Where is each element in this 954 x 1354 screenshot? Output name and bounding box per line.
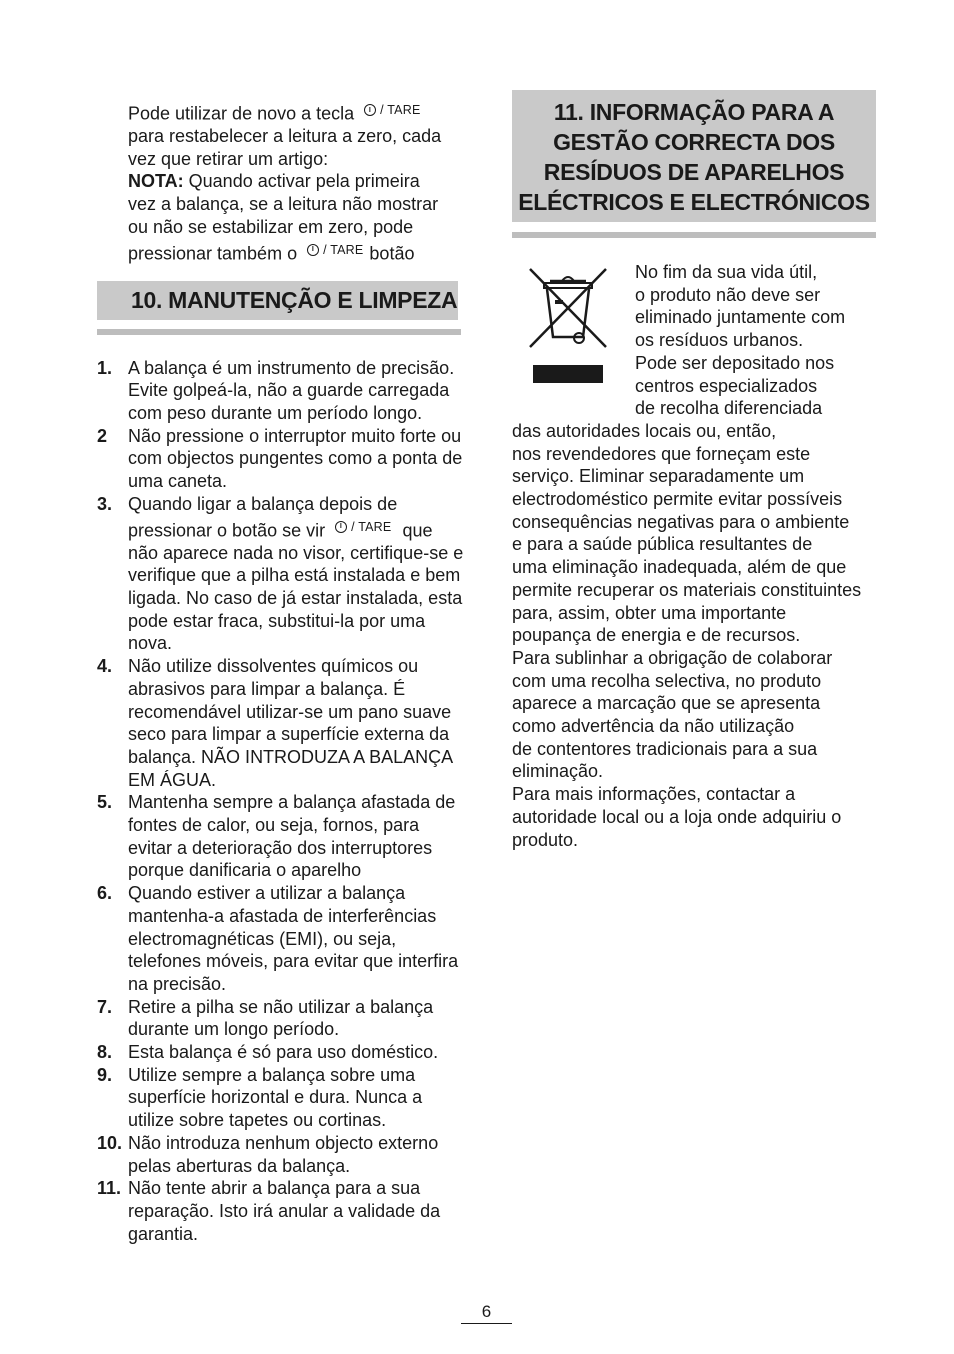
item-text-part: Quando ligar a balança depois de pressionar o botão se vir xyxy=(128,493,398,540)
right-column xyxy=(512,90,878,851)
intro-line-6: ou não se estabilizar em zero, pode xyxy=(128,216,414,237)
power-icon xyxy=(335,521,347,533)
intro-text: Pode utilizar de novo a tecla xyxy=(128,103,355,124)
intro-line-4 xyxy=(128,170,465,193)
tare-label: / TARE xyxy=(323,242,364,257)
text-line: centros especializados xyxy=(635,375,818,396)
text-line: o produto não deve ser xyxy=(635,284,821,305)
text-line: No fim da sua vida útil, xyxy=(635,262,818,282)
list-item xyxy=(97,1064,465,1132)
item-number: 1. xyxy=(97,357,113,378)
list-item xyxy=(97,1041,465,1064)
list-item xyxy=(97,1132,465,1177)
text-line: serviço. Eliminar separadamente um xyxy=(512,466,805,487)
text-line: eliminado juntamente com xyxy=(635,307,846,328)
text-line: para, assim, obter uma importante xyxy=(512,602,787,623)
weee-body-text xyxy=(512,420,878,851)
text-line: de recolha diferenciada xyxy=(635,398,823,419)
section-10-heading: 10. MANUTENÇÃO E LIMPEZA xyxy=(97,281,458,320)
section-divider xyxy=(512,232,876,238)
item-text-part: que não aparece nada no visor, certifique-se e verifique que a pilha está instalada e bem ligada. No caso de já estar instalada, esta pode estar fraca, substitui-la por uma nova. xyxy=(128,519,464,654)
item-text xyxy=(128,493,465,655)
item-text: Não tente abrir a balança para a sua reparação. Isto irá anular a validade da garantia. xyxy=(128,1178,441,1244)
text-line: Para mais informações, contactar a xyxy=(512,784,796,805)
intro-line-1 xyxy=(128,99,465,125)
left-column xyxy=(97,99,465,1245)
item-text: Esta balança é só para uso doméstico. xyxy=(128,1042,439,1063)
list-item xyxy=(97,655,465,791)
text-line: Pode ser depositado nos xyxy=(635,352,835,373)
item-number: 9. xyxy=(97,1064,113,1085)
note-label: NOTA: xyxy=(128,171,184,192)
item-text: Quando estiver a utilizar a balança mantenha-a afastada de interferências electromagnéticas (EMI), ou seja, telefones móveis, para evitar que interfira na precisão. xyxy=(128,883,459,994)
tare-key-reference xyxy=(335,516,391,539)
item-text: Não introduza nenhum objecto externo pelas aberturas da balança. xyxy=(128,1132,439,1176)
section-divider xyxy=(97,329,461,335)
intro-line-3: vez que retirar um artigo: xyxy=(128,148,329,169)
weee-notice xyxy=(512,261,878,851)
list-item xyxy=(97,791,465,882)
intro-line-5: vez a balança, se a leitura não mostrar xyxy=(128,194,439,215)
text-line: das autoridades locais ou, então, xyxy=(512,420,777,441)
intro-line-2: para restabelecer a leitura a zero, cada xyxy=(128,126,442,147)
intro-paragraph xyxy=(97,99,465,265)
item-number: 10. xyxy=(97,1132,123,1153)
intro-text: pressionar também o xyxy=(128,242,298,263)
tare-label: / TARE xyxy=(380,103,421,117)
list-item xyxy=(97,882,465,996)
list-item xyxy=(97,493,465,655)
text-line: poupança de energia e de recursos. xyxy=(512,625,801,646)
page-number: 6 xyxy=(461,1302,512,1324)
list-item xyxy=(97,1177,465,1245)
power-icon xyxy=(364,104,376,116)
item-number: 8. xyxy=(97,1042,113,1063)
item-text: Não utilize dissolventes químicos ou abrasivos para limpar a balança. É recomendável utilizar-se um pano suave seco para limpar a superfície externa da balança. NÃO INTRODUZA A BALANÇA EM ÁGUA. xyxy=(128,656,453,790)
item-number: 3. xyxy=(97,493,113,514)
intro-text: botão xyxy=(369,242,415,263)
tare-label: / TARE xyxy=(351,519,392,534)
text-line: uma eliminação inadequada, além de que xyxy=(512,557,847,578)
item-number: 7. xyxy=(97,996,113,1017)
item-text: Retire a pilha se não utilizar a balança durante um longo período. xyxy=(128,996,434,1040)
text-line: electrodoméstico permite evitar possíveis xyxy=(512,489,843,510)
tare-key-reference xyxy=(364,99,420,122)
list-item xyxy=(97,425,465,493)
text-line: como advertência da não utilização xyxy=(512,716,795,737)
list-item xyxy=(97,357,465,425)
item-number: 4. xyxy=(97,656,113,677)
text-line: permite recuperar os materiais constituintes xyxy=(512,579,862,600)
text-line: os resíduos urbanos. xyxy=(635,330,804,351)
section-11-heading: 11. INFORMAÇÃO PARA A GESTÃO CORRECTA DOS RESÍDUOS DE APARELHOS ELÉCTRICOS E ELECTRÓNICOS xyxy=(512,90,876,222)
text-line: consequências negativas para o ambiente xyxy=(512,511,850,532)
crossed-out-wheelie-bin-icon xyxy=(522,261,614,388)
intro-line-7 xyxy=(128,239,465,265)
item-text: A balança é um instrumento de precisão. Evite golpeá-la, não a guarde carregada com peso durante um período longo. xyxy=(128,357,455,424)
item-text: Mantenha sempre a balança afastada de fontes de calor, ou seja, fornos, para evitar a deterioração dos interruptores porque danificaria o aparelho xyxy=(128,792,456,881)
text-line: e para a saúde pública resultantes de xyxy=(512,534,813,555)
text-line: autoridade local ou a loja onde adquiriu o xyxy=(512,806,842,827)
text-line: Para sublinhar a obrigação de colaborar xyxy=(512,647,833,668)
item-number: 5. xyxy=(97,792,113,813)
text-line: com uma recolha selectiva, no produto xyxy=(512,670,822,691)
list-item xyxy=(97,996,465,1041)
text-line: de contentores tradicionais para a sua xyxy=(512,738,818,759)
text-line: aparece a marcação que se apresenta xyxy=(512,693,821,714)
maintenance-list xyxy=(97,357,465,1246)
tare-key-reference xyxy=(307,239,363,262)
item-number: 11. xyxy=(97,1178,122,1199)
note-text: Quando activar pela primeira xyxy=(183,171,420,192)
text-line: eliminação. xyxy=(512,761,604,782)
text-line: produto. xyxy=(512,829,579,850)
item-text: Não pressione o interruptor muito forte ou com objectos pungentes como a ponta de uma caneta. xyxy=(128,425,463,492)
item-text: Utilize sempre a balança sobre uma superfície horizontal e dura. Nunca a utilize sobre tapetes ou cortinas. xyxy=(128,1064,423,1131)
power-icon xyxy=(307,244,319,256)
item-number: 2 xyxy=(97,425,108,446)
text-line: nos revendedores que forneçam este xyxy=(512,443,811,464)
item-number: 6. xyxy=(97,883,113,904)
